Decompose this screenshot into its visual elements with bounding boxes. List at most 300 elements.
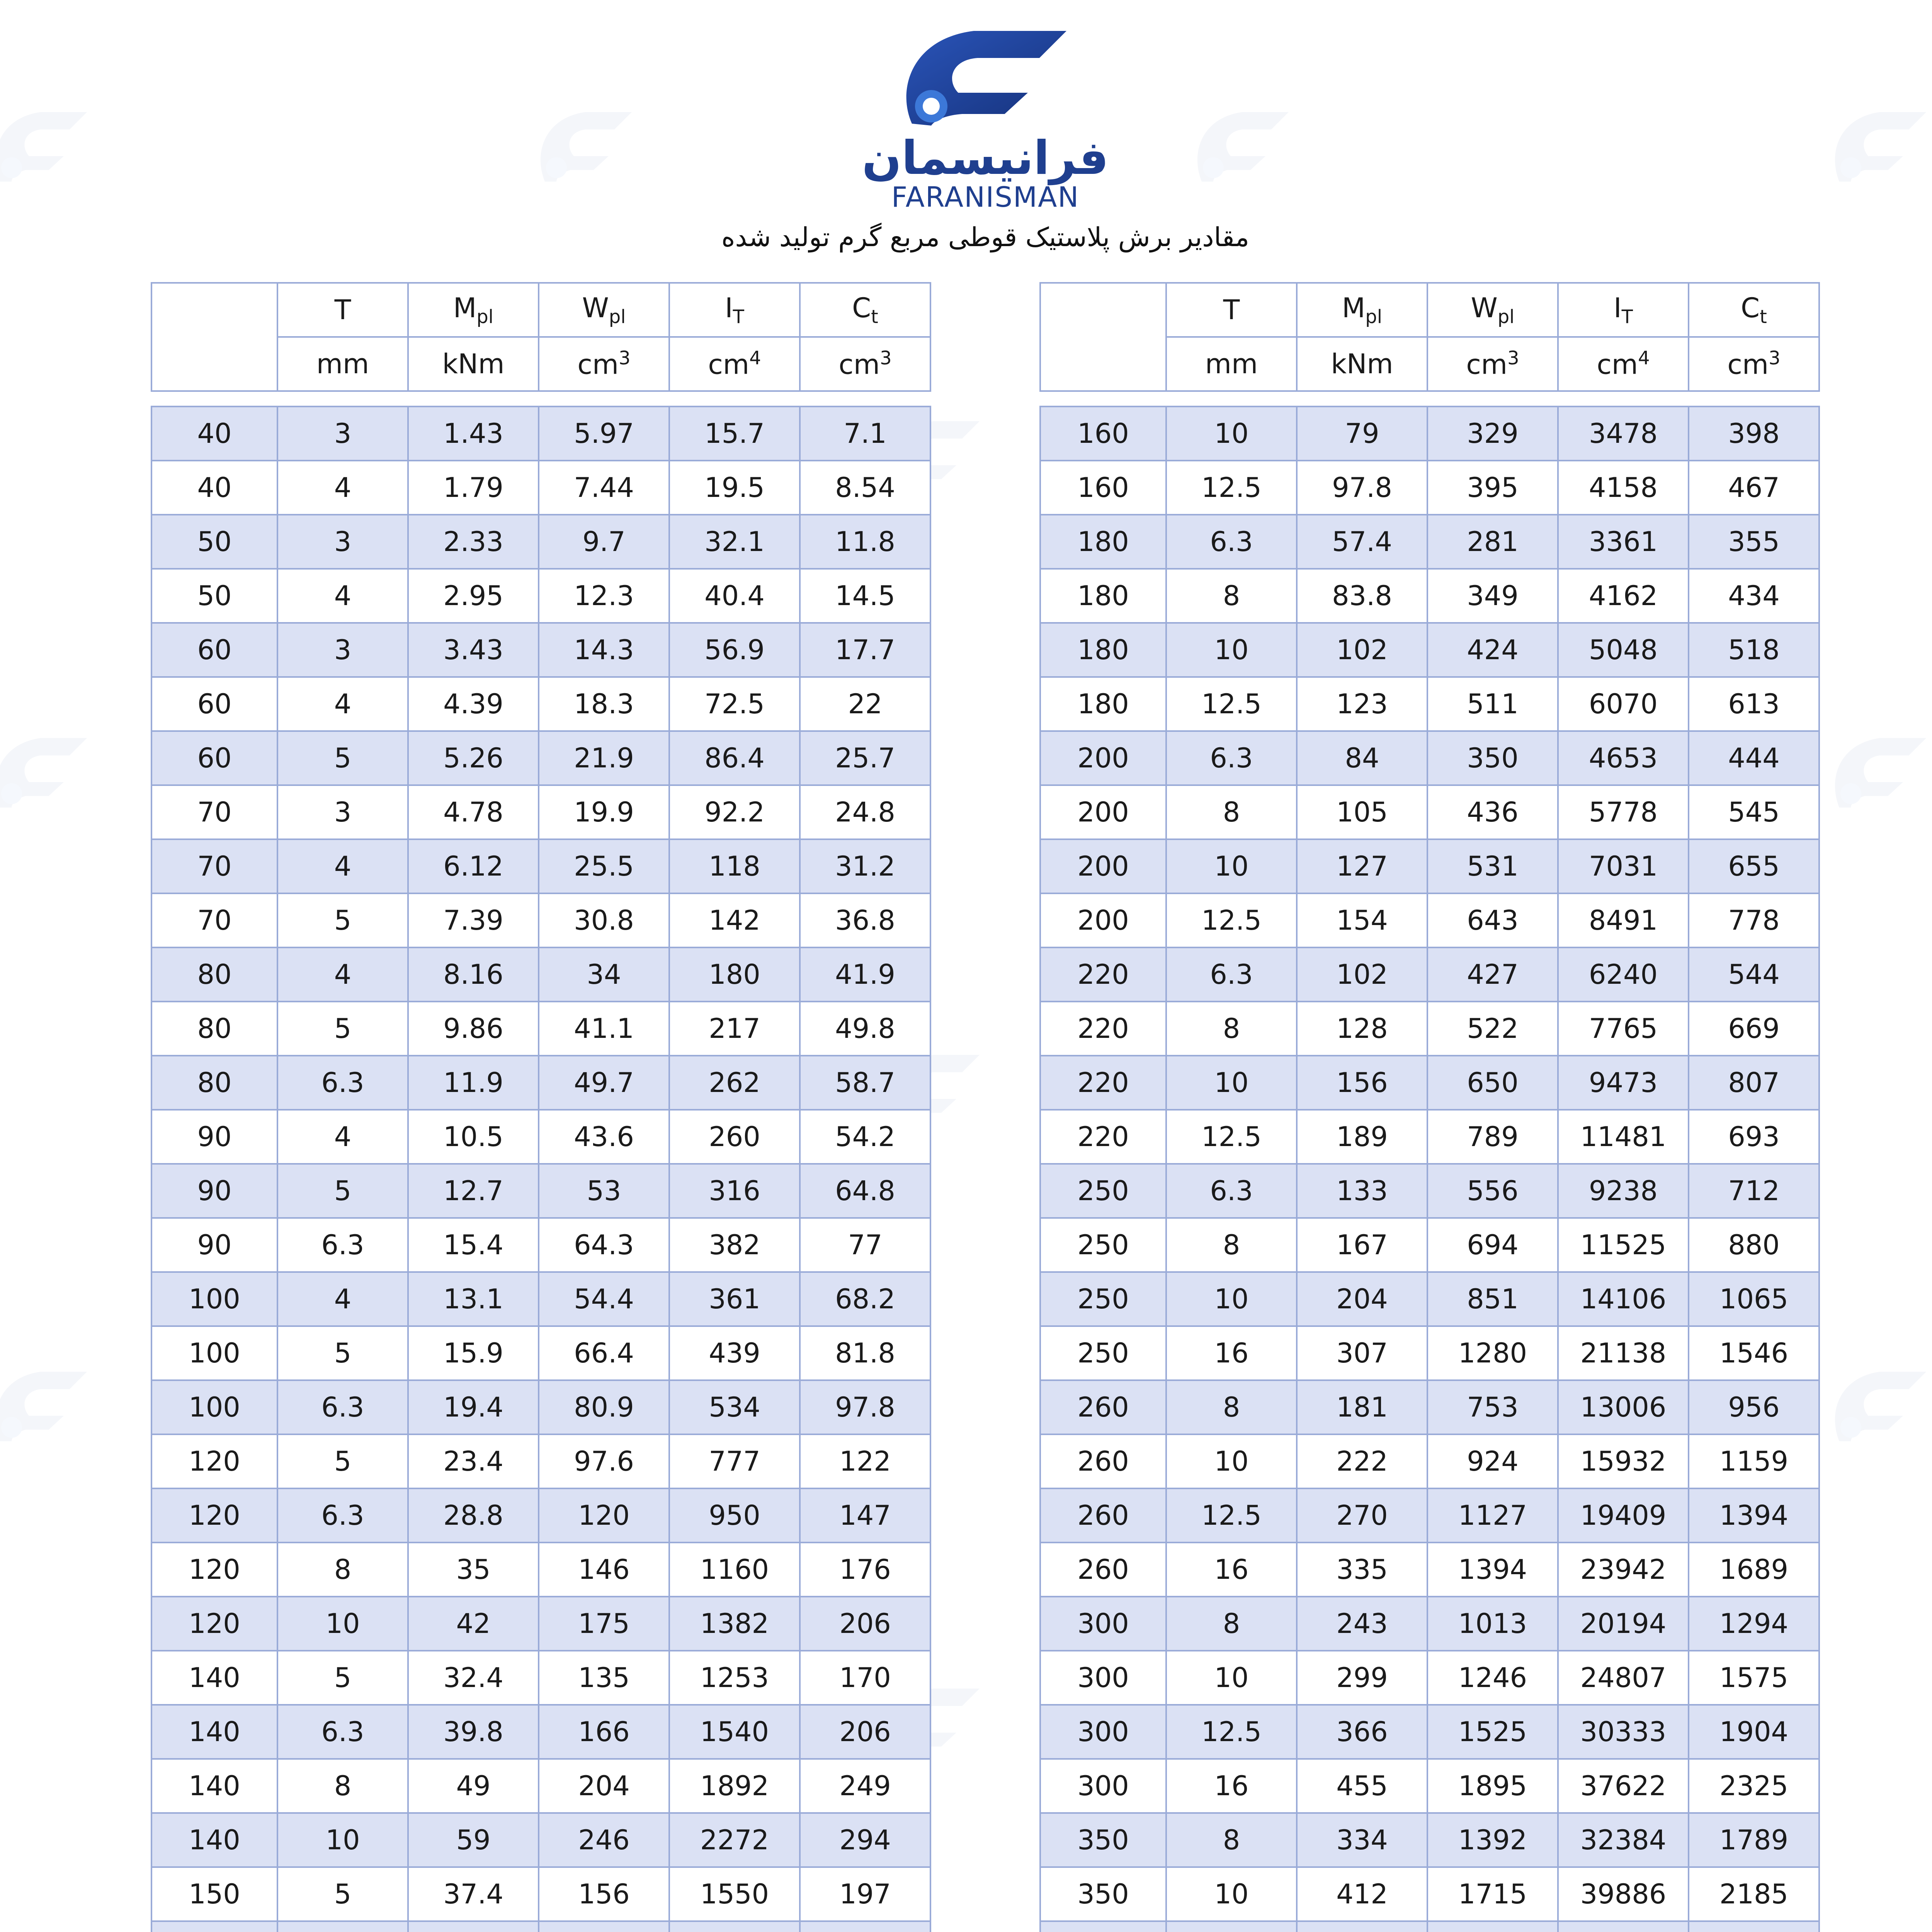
cell-Wpl: 14.3 [539, 623, 669, 677]
table-row [151, 1272, 930, 1326]
cell-T: 5 [277, 893, 408, 947]
cell-T: 5 [277, 1434, 408, 1488]
cell-size: 90 [151, 1164, 277, 1218]
cell-Wpl: 643 [1427, 893, 1558, 947]
cell-Wpl: 146 [539, 1543, 669, 1597]
cell-IT: 19409 [1558, 1488, 1689, 1543]
cell-Wpl: 1715 [1427, 1867, 1558, 1921]
cell-Wpl: 80.9 [539, 1380, 669, 1434]
cell-size: 50 [151, 569, 277, 623]
table-row [151, 677, 930, 731]
cell-T: 8 [277, 1543, 408, 1597]
cell-IT: 1540 [669, 1705, 800, 1759]
cell-Ct: 249 [800, 1759, 930, 1813]
cell-IT: 32384 [1558, 1813, 1689, 1867]
cell-size: 140 [151, 1813, 277, 1867]
cell-Mpl: 9.86 [408, 1002, 539, 1056]
cell-Ct: 68.2 [800, 1272, 930, 1326]
cell-T: 10 [1166, 839, 1297, 893]
cell-Mpl: 7.39 [408, 893, 539, 947]
cell-Mpl: 11.9 [408, 1056, 539, 1110]
cell-size: 160 [1040, 406, 1166, 461]
cell-T: 8 [1166, 1002, 1297, 1056]
cell-IT: 11481 [1558, 1110, 1689, 1164]
cell-IT: 5048 [1558, 623, 1689, 677]
table-row [1040, 1543, 1819, 1597]
cell-Mpl: 307 [1297, 1326, 1427, 1380]
cell-size: 220 [1040, 947, 1166, 1002]
cell-size: 120 [151, 1543, 277, 1597]
cell-Ct: 81.8 [800, 1326, 930, 1380]
cell-Mpl: 37.4 [408, 1867, 539, 1921]
cell-Mpl: 39.8 [408, 1705, 539, 1759]
cell-Ct: 7.1 [800, 406, 930, 461]
cell-Mpl: 15.4 [408, 1218, 539, 1272]
cell-Ct: 355 [1689, 515, 1819, 569]
cell-size [151, 1921, 277, 1932]
cell-size: 70 [151, 785, 277, 839]
cell-Wpl: 64.3 [539, 1218, 669, 1272]
table-row [151, 1380, 930, 1434]
cell-size: 200 [1040, 839, 1166, 893]
cell-Ct: 1065 [1689, 1272, 1819, 1326]
table-row [1040, 1164, 1819, 1218]
cell-Wpl: 246 [539, 1813, 669, 1867]
cell-T: 16 [1166, 1759, 1297, 1813]
table-row [1040, 785, 1819, 839]
cell-Wpl: 18.3 [539, 677, 669, 731]
cell-Wpl: 175 [539, 1597, 669, 1651]
cell-T: 16 [1166, 1326, 1297, 1380]
cell-size: 40 [151, 406, 277, 461]
cell-Ct: 294 [800, 1813, 930, 1867]
cell-Mpl: 83.8 [1297, 569, 1427, 623]
unit-Ct: $cm^3$ [1689, 337, 1819, 391]
left-table-body [151, 406, 931, 1932]
cell-Mpl: 105 [1297, 785, 1427, 839]
header-Mpl: $M_{pl}$ [408, 283, 539, 337]
cell-Mpl: 167 [1297, 1218, 1427, 1272]
cell-T: 4 [277, 1110, 408, 1164]
cell-Wpl: 1013 [1427, 1597, 1558, 1651]
cell-Ct: 36.8 [800, 893, 930, 947]
cell-Wpl: 281 [1427, 515, 1558, 569]
cell-T: 6.3 [1166, 1164, 1297, 1218]
cell-Ct: 22 [800, 677, 930, 731]
cell-T: 10 [1166, 1434, 1297, 1488]
cell-Mpl: 12.7 [408, 1164, 539, 1218]
cell-Ct: 1789 [1689, 1813, 1819, 1867]
cell-IT: 72.5 [669, 677, 800, 731]
cell-size: 200 [1040, 731, 1166, 785]
cell-Wpl: 19.9 [539, 785, 669, 839]
unit-IT: $cm^4$ [669, 337, 800, 391]
brand-name-en: FARANISMAN [891, 181, 1080, 213]
cell-size: 180 [1040, 569, 1166, 623]
cell-IT: 316 [669, 1164, 800, 1218]
table-row [1040, 1380, 1819, 1434]
table-row [1040, 893, 1819, 947]
cell-IT: 11525 [1558, 1218, 1689, 1272]
cell-Ct: 11.8 [800, 515, 930, 569]
table-row [1040, 1921, 1819, 1932]
cell-Mpl: 2.33 [408, 515, 539, 569]
cell-Mpl: 455 [1297, 1759, 1427, 1813]
cell-size: 250 [1040, 1272, 1166, 1326]
table-row [1040, 731, 1819, 785]
cell-size: 200 [1040, 893, 1166, 947]
cell-size: 220 [1040, 1110, 1166, 1164]
table-row [151, 623, 930, 677]
cell-IT: 15.7 [669, 406, 800, 461]
header-Wpl: $W_{pl}$ [1427, 283, 1558, 337]
cell-Mpl: 59 [408, 1813, 539, 1867]
cell-size: 120 [151, 1434, 277, 1488]
cell-Wpl: 41.1 [539, 1002, 669, 1056]
unit-T: mm [277, 337, 408, 391]
table-row [1040, 1002, 1819, 1056]
cell-Wpl: 7.44 [539, 461, 669, 515]
cell-size: 100 [151, 1326, 277, 1380]
table-row [1040, 1434, 1819, 1488]
cell-T: 10 [1166, 1651, 1297, 1705]
cell-IT: 6070 [1558, 677, 1689, 731]
cell-Ct: 712 [1689, 1164, 1819, 1218]
cell-IT: 950 [669, 1488, 800, 1543]
cell-Wpl: 66.4 [539, 1326, 669, 1380]
cell-Mpl: 123 [1297, 677, 1427, 731]
cell-Wpl: 43.6 [539, 1110, 669, 1164]
cell-Mpl: 102 [1297, 623, 1427, 677]
table-row [151, 1110, 930, 1164]
cell-T: 12.5 [1166, 1705, 1297, 1759]
cell-T: 16 [1166, 1543, 1297, 1597]
cell-IT: 439 [669, 1326, 800, 1380]
cell-Ct: 31.2 [800, 839, 930, 893]
cell-size: 300 [1040, 1597, 1166, 1651]
cell-Ct: 545 [1689, 785, 1819, 839]
table-row [1040, 623, 1819, 677]
cell-T: 4 [277, 839, 408, 893]
table-row [1040, 1813, 1819, 1867]
cell-IT: 92.2 [669, 785, 800, 839]
table-row [151, 1434, 930, 1488]
cell-Mpl: 57.4 [1297, 515, 1427, 569]
table-row [151, 406, 930, 461]
cell-Wpl: 166 [539, 1705, 669, 1759]
cell-Mpl: 4.78 [408, 785, 539, 839]
cell-Mpl: 19.4 [408, 1380, 539, 1434]
cell-Wpl: 1394 [1427, 1543, 1558, 1597]
cell-Wpl: 511 [1427, 677, 1558, 731]
cell-Ct: 1159 [1689, 1434, 1819, 1488]
table-row [151, 1705, 930, 1759]
cell-Ct: 1546 [1689, 1326, 1819, 1380]
cell-size: 50 [151, 515, 277, 569]
cell-T: 5 [277, 1164, 408, 1218]
cell-Ct: 778 [1689, 893, 1819, 947]
cell-Mpl: 42 [408, 1597, 539, 1651]
cell-T: 4 [277, 569, 408, 623]
cell-Wpl: 851 [1427, 1272, 1558, 1326]
cell-Ct: 25.7 [800, 731, 930, 785]
unit-Mpl: kNm [408, 337, 539, 391]
cell-Mpl: 299 [1297, 1651, 1427, 1705]
cell-Wpl: 753 [1427, 1380, 1558, 1434]
cell-Wpl: 12.3 [539, 569, 669, 623]
table-row [1040, 677, 1819, 731]
table-row [151, 1488, 930, 1543]
cell-T: 5 [277, 1002, 408, 1056]
table-row [151, 839, 930, 893]
cell-IT: 1382 [669, 1597, 800, 1651]
cell-Ct: 1904 [1689, 1705, 1819, 1759]
cell-size: 40 [151, 461, 277, 515]
cell-size: 160 [1040, 461, 1166, 515]
cell-Wpl: 49.7 [539, 1056, 669, 1110]
right-table-body [1039, 406, 1820, 1932]
cell-Ct: 880 [1689, 1218, 1819, 1272]
cell-Wpl: 97.6 [539, 1434, 669, 1488]
cell-size: 260 [1040, 1543, 1166, 1597]
cell-size: 180 [1040, 677, 1166, 731]
cell-Wpl: 427 [1427, 947, 1558, 1002]
cell-Wpl: 30.8 [539, 893, 669, 947]
cell-T [1166, 1921, 1297, 1932]
cell-Mpl: 133 [1297, 1164, 1427, 1218]
cell-size: 300 [1040, 1651, 1166, 1705]
table-row [151, 1002, 930, 1056]
cell-size: 140 [151, 1759, 277, 1813]
faranisman-logo [889, 23, 1082, 139]
cell-Mpl: 5.26 [408, 731, 539, 785]
cell-IT: 37622 [1558, 1759, 1689, 1813]
cell-size [1040, 1921, 1166, 1932]
cell-Mpl: 102 [1297, 947, 1427, 1002]
cell-Ct: 467 [1689, 461, 1819, 515]
cell-IT: 4653 [1558, 731, 1689, 785]
table-row [1040, 1597, 1819, 1651]
cell-Ct [1689, 1921, 1819, 1932]
cell-Wpl: 54.4 [539, 1272, 669, 1326]
cell-Mpl: 10.5 [408, 1110, 539, 1164]
cell-T: 12.5 [1166, 893, 1297, 947]
cell-Mpl: 49 [408, 1759, 539, 1813]
cell-T: 4 [277, 461, 408, 515]
cell-Ct: 170 [800, 1651, 930, 1705]
table-row [1040, 1272, 1819, 1326]
table-row [151, 1326, 930, 1380]
cell-size: 90 [151, 1218, 277, 1272]
table-row [151, 461, 930, 515]
cell-Ct: 176 [800, 1543, 930, 1597]
unit-T: mm [1166, 337, 1297, 391]
cell-Ct: 206 [800, 1705, 930, 1759]
cell-IT: 24807 [1558, 1651, 1689, 1705]
table-row [151, 1164, 930, 1218]
cell-IT: 7765 [1558, 1002, 1689, 1056]
header-symbol-row [1040, 283, 1819, 337]
cell-IT: 9473 [1558, 1056, 1689, 1110]
cell-size: 60 [151, 623, 277, 677]
cell-T: 5 [277, 1326, 408, 1380]
header-IT: $I_T$ [669, 283, 800, 337]
cell-Wpl: 329 [1427, 406, 1558, 461]
table-row [151, 515, 930, 569]
cell-IT: 2272 [669, 1813, 800, 1867]
cell-IT: 8491 [1558, 893, 1689, 947]
cell-T: 5 [277, 1651, 408, 1705]
cell-size: 80 [151, 1002, 277, 1056]
header-Wpl: $W_{pl}$ [539, 283, 669, 337]
cell-size: 260 [1040, 1488, 1166, 1543]
cell-Mpl: 13.1 [408, 1272, 539, 1326]
table-row [1040, 1759, 1819, 1813]
brand-name-fa: فرانیسمان [862, 131, 1109, 185]
cell-T: 12.5 [1166, 1488, 1297, 1543]
left-table-header [151, 282, 931, 392]
header-T: T [277, 283, 408, 337]
cell-size: 120 [151, 1597, 277, 1651]
cell-Wpl: 135 [539, 1651, 669, 1705]
cell-IT: 1160 [669, 1543, 800, 1597]
table-row [1040, 1705, 1819, 1759]
unit-Wpl: $cm^3$ [1427, 337, 1558, 391]
cell-T: 3 [277, 406, 408, 461]
cell-T [277, 1921, 408, 1932]
cell-Mpl: 154 [1297, 893, 1427, 947]
table-row [151, 1056, 930, 1110]
cell-T: 12.5 [1166, 461, 1297, 515]
cell-T: 6.3 [277, 1488, 408, 1543]
cell-T: 5 [277, 1867, 408, 1921]
cell-T: 10 [1166, 1867, 1297, 1921]
cell-IT: 4158 [1558, 461, 1689, 515]
cell-Ct: 1575 [1689, 1651, 1819, 1705]
cell-size: 60 [151, 677, 277, 731]
cell-IT: 534 [669, 1380, 800, 1434]
cell-Ct: 544 [1689, 947, 1819, 1002]
cell-Wpl: 436 [1427, 785, 1558, 839]
cell-Ct: 206 [800, 1597, 930, 1651]
cell-Ct: 2325 [1689, 1759, 1819, 1813]
cell-Ct: 1689 [1689, 1543, 1819, 1597]
table-row [151, 893, 930, 947]
cell-Wpl: 924 [1427, 1434, 1558, 1488]
cell-Mpl [1297, 1921, 1427, 1932]
header-Ct: $C_t$ [1689, 283, 1819, 337]
cell-Wpl: 1127 [1427, 1488, 1558, 1543]
cell-IT: 9238 [1558, 1164, 1689, 1218]
cell-IT: 3478 [1558, 406, 1689, 461]
cell-Mpl: 97.8 [1297, 461, 1427, 515]
cell-Mpl: 4.39 [408, 677, 539, 731]
cell-Mpl: 189 [1297, 1110, 1427, 1164]
cell-T: 3 [277, 785, 408, 839]
cell-Ct: 956 [1689, 1380, 1819, 1434]
cell-Mpl: 204 [1297, 1272, 1427, 1326]
table-row [151, 1543, 930, 1597]
table-row [1040, 1651, 1819, 1705]
cell-IT: 20194 [1558, 1597, 1689, 1651]
cell-Wpl: 1280 [1427, 1326, 1558, 1380]
cell-size: 260 [1040, 1380, 1166, 1434]
cell-T: 8 [1166, 1218, 1297, 1272]
unit-Wpl: $cm^3$ [539, 337, 669, 391]
cell-IT: 382 [669, 1218, 800, 1272]
cell-Ct: 1394 [1689, 1488, 1819, 1543]
cell-IT: 1550 [669, 1867, 800, 1921]
cell-IT: 23942 [1558, 1543, 1689, 1597]
cell-Mpl: 32.4 [408, 1651, 539, 1705]
cell-T: 10 [1166, 1056, 1297, 1110]
unit-Mpl: kNm [1297, 337, 1427, 391]
cell-IT: 4162 [1558, 569, 1689, 623]
cell-Wpl: 1246 [1427, 1651, 1558, 1705]
cell-IT [1558, 1921, 1689, 1932]
cell-Wpl: 531 [1427, 839, 1558, 893]
cell-size: 250 [1040, 1326, 1166, 1380]
cell-IT: 5778 [1558, 785, 1689, 839]
cell-Ct: 97.8 [800, 1380, 930, 1434]
cell-IT: 777 [669, 1434, 800, 1488]
unit-Ct: $cm^3$ [800, 337, 930, 391]
cell-Mpl: 127 [1297, 839, 1427, 893]
cell-Mpl: 1.43 [408, 406, 539, 461]
cell-Mpl [408, 1921, 539, 1932]
cell-Ct: 147 [800, 1488, 930, 1543]
cell-T: 8 [1166, 785, 1297, 839]
cell-Wpl: 1392 [1427, 1813, 1558, 1867]
cell-T: 5 [277, 731, 408, 785]
cell-Mpl: 3.43 [408, 623, 539, 677]
cell-IT: 56.9 [669, 623, 800, 677]
cell-size: 100 [151, 1272, 277, 1326]
cell-Wpl: 120 [539, 1488, 669, 1543]
cell-Mpl: 8.16 [408, 947, 539, 1002]
table-row [151, 785, 930, 839]
cell-size: 350 [1040, 1867, 1166, 1921]
cell-size: 300 [1040, 1759, 1166, 1813]
cell-Ct: 434 [1689, 569, 1819, 623]
cell-IT: 14106 [1558, 1272, 1689, 1326]
cell-Ct: 49.8 [800, 1002, 930, 1056]
header-Mpl: $M_{pl}$ [1297, 283, 1427, 337]
cell-size: 80 [151, 947, 277, 1002]
cell-Mpl: 84 [1297, 731, 1427, 785]
cell-IT: 21138 [1558, 1326, 1689, 1380]
cell-Ct: 58.7 [800, 1056, 930, 1110]
table-row [1040, 569, 1819, 623]
cell-Ct: 77 [800, 1218, 930, 1272]
cell-IT [669, 1921, 800, 1932]
cell-T: 10 [1166, 623, 1297, 677]
cell-Mpl: 6.12 [408, 839, 539, 893]
cell-size: 200 [1040, 785, 1166, 839]
cell-Ct: 807 [1689, 1056, 1819, 1110]
cell-Wpl: 1895 [1427, 1759, 1558, 1813]
cell-Ct: 54.2 [800, 1110, 930, 1164]
size-header-cell [1040, 283, 1166, 391]
cell-size: 250 [1040, 1218, 1166, 1272]
cell-Wpl: 5.97 [539, 406, 669, 461]
cell-size: 260 [1040, 1434, 1166, 1488]
cell-T: 10 [1166, 1272, 1297, 1326]
table-row [1040, 1056, 1819, 1110]
table-row [1040, 1867, 1819, 1921]
cell-T: 6.3 [277, 1705, 408, 1759]
cell-IT: 86.4 [669, 731, 800, 785]
